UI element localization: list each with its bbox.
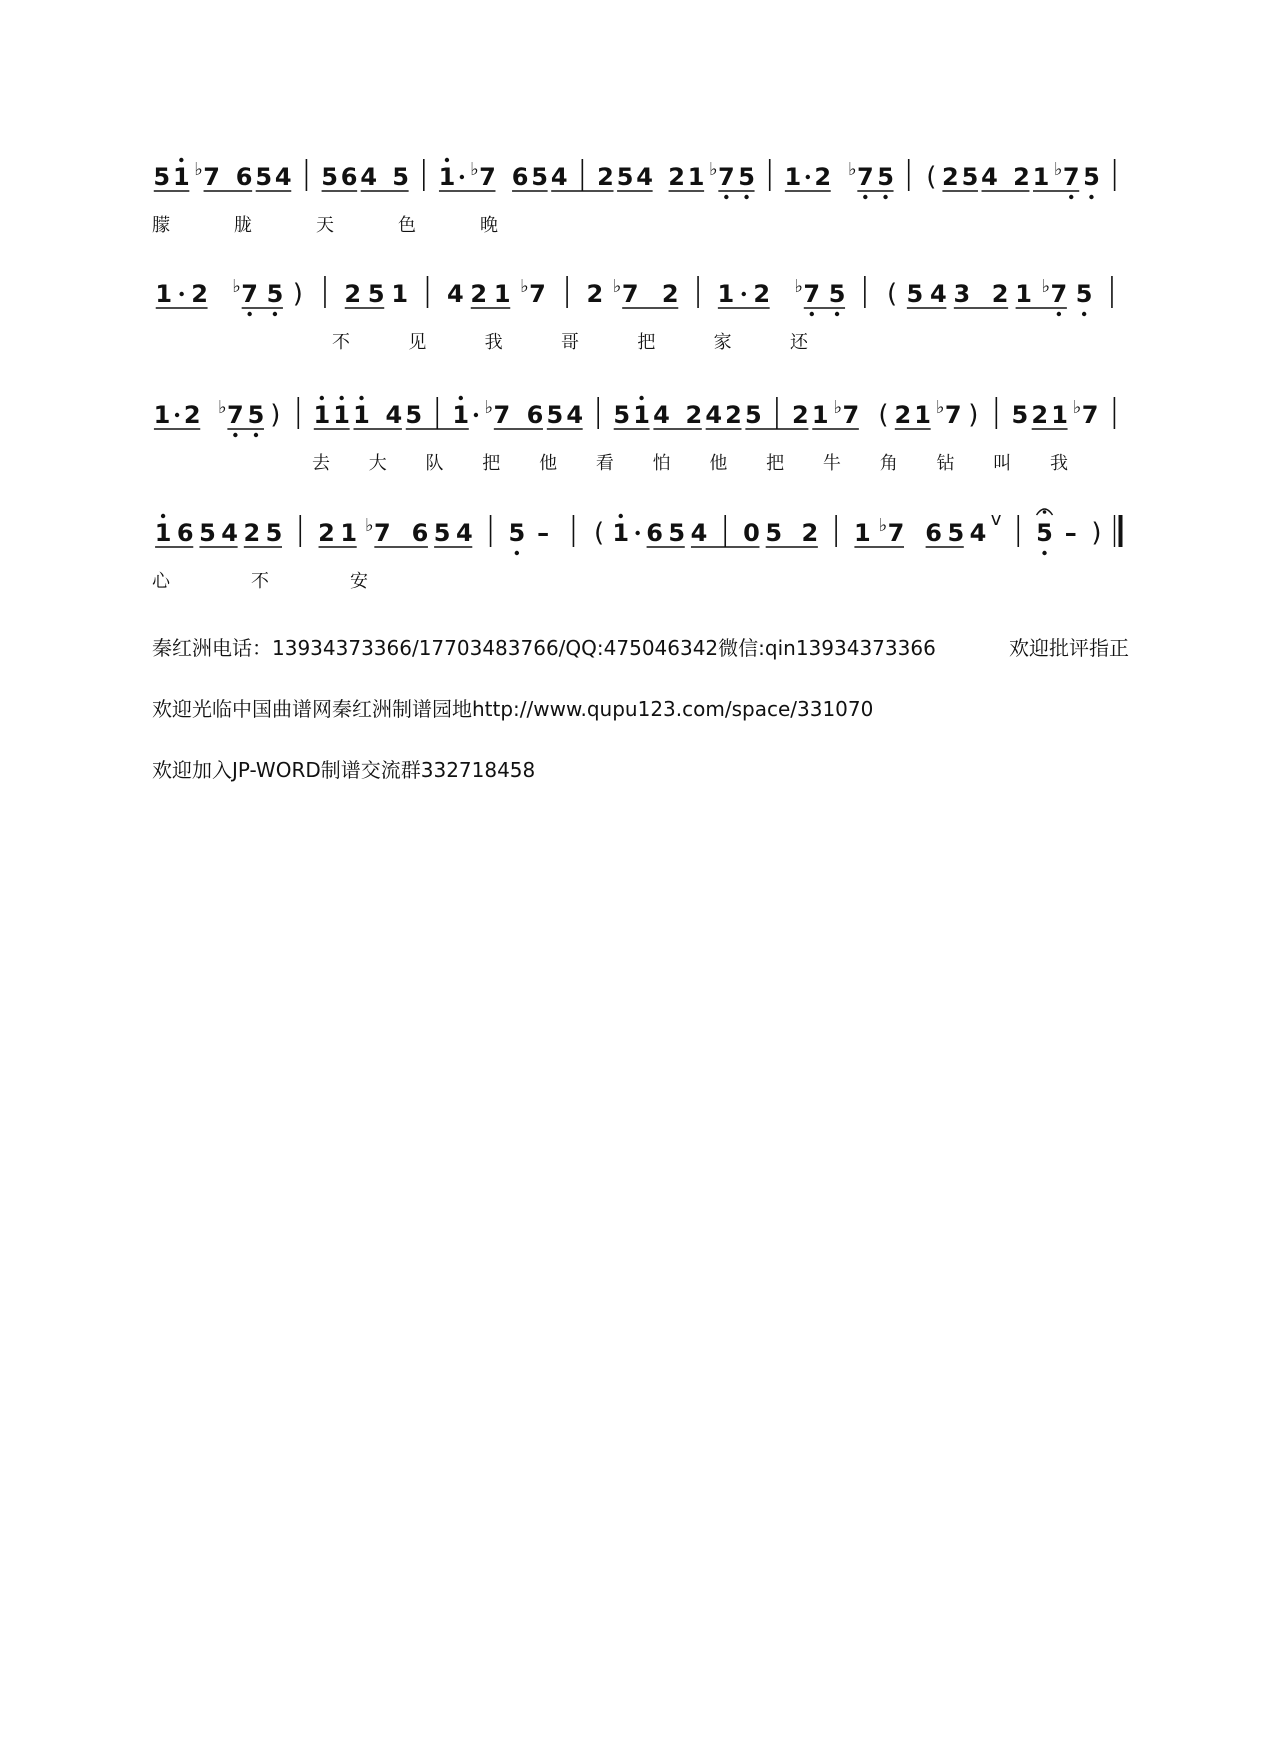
note: 2	[991, 280, 1009, 308]
bracket: )	[292, 279, 303, 309]
note: 2	[1031, 401, 1049, 429]
augmentation-dot	[806, 175, 810, 179]
note: 1	[493, 280, 511, 308]
lyric-char: 他	[709, 453, 728, 474]
note: 7	[241, 280, 259, 308]
low-octave-dot	[810, 312, 814, 316]
lyric-char: 牛	[822, 453, 841, 474]
note: 2	[470, 280, 488, 308]
note: 7	[944, 401, 962, 429]
dash-extension: –	[537, 519, 550, 547]
note: 5	[153, 163, 171, 191]
note: 1	[313, 401, 331, 429]
note: 7	[479, 163, 496, 191]
note: 2	[668, 163, 685, 191]
flat-sign: ♭	[878, 515, 888, 536]
augmentation-dot	[175, 413, 179, 417]
note: 2	[661, 280, 679, 308]
note: 5	[906, 280, 924, 308]
flat-sign: ♭	[709, 159, 718, 180]
high-octave-dot	[445, 158, 449, 162]
note: 6	[235, 163, 253, 191]
lyric-char: 钻	[936, 453, 955, 474]
note: 4	[969, 519, 987, 547]
note: 2	[814, 163, 832, 191]
note: 7	[856, 163, 874, 191]
augmentation-dot	[474, 413, 478, 417]
note: 1	[333, 401, 351, 429]
note: 5	[613, 401, 631, 429]
flat-sign: ♭	[218, 397, 227, 418]
low-octave-dot	[1057, 312, 1061, 316]
note: 6	[925, 519, 942, 547]
note: 1	[854, 519, 871, 547]
lyric-char: 去	[312, 453, 330, 474]
lyric-char: 怕	[652, 453, 671, 474]
bracket: (	[886, 279, 898, 309]
high-octave-dot	[179, 158, 183, 162]
high-octave-dot	[320, 396, 324, 400]
note: 7	[529, 280, 546, 308]
high-octave-dot	[339, 396, 343, 400]
augmentation-dot	[635, 531, 639, 535]
note: 1	[340, 519, 358, 547]
flat-sign: ♭	[936, 397, 945, 418]
note: 1	[391, 280, 409, 308]
flat-sign: ♭	[1072, 397, 1082, 418]
bracket: (	[878, 400, 889, 430]
dash-extension: –	[1064, 519, 1077, 547]
flat-sign: ♭	[833, 397, 843, 418]
note: 5	[546, 401, 564, 429]
note: 2	[894, 401, 912, 429]
high-octave-dot	[459, 396, 463, 400]
note: 5	[668, 519, 686, 547]
note: 2	[318, 519, 335, 547]
note: 5	[266, 280, 284, 308]
note: 4	[566, 401, 584, 429]
note: 1	[612, 519, 630, 547]
bracket: (	[926, 162, 937, 192]
note: 1	[1051, 401, 1068, 429]
note: 7	[203, 163, 220, 191]
note: 5	[247, 401, 265, 429]
lyric-char: 家	[713, 332, 732, 353]
lyric-char: 我	[1050, 453, 1068, 474]
footer-right-note: 欢迎批评指正	[1009, 636, 1129, 660]
footer-contact: 秦红洲电话：13934373366/17703483766/QQ:475046342微信:qin13934373366	[152, 636, 936, 660]
note: 1	[155, 280, 173, 308]
note: 6	[340, 163, 358, 191]
note: 2	[801, 519, 819, 547]
lyric-char: 见	[408, 332, 427, 353]
low-octave-dot	[1042, 551, 1046, 555]
note: 4	[653, 401, 670, 429]
flat-sign: ♭	[848, 159, 857, 180]
flat-sign: ♭	[194, 159, 203, 180]
note: 5	[255, 163, 273, 191]
note: 5	[321, 163, 338, 191]
note: 1	[353, 401, 370, 429]
low-octave-dot	[1069, 195, 1073, 199]
high-octave-dot	[359, 396, 363, 400]
flat-sign: ♭	[1041, 276, 1051, 297]
note: 7	[842, 401, 860, 429]
note: 2	[1013, 163, 1030, 191]
note: 1	[1015, 280, 1032, 308]
lyric-char: 大	[368, 453, 387, 474]
bracket: )	[968, 400, 979, 430]
note: 7	[227, 401, 244, 429]
augmentation-dot	[460, 175, 464, 179]
lyric-char: 胧	[234, 215, 252, 236]
note: 5	[745, 401, 762, 429]
lyric-char: 色	[398, 215, 416, 236]
note: 2	[183, 401, 201, 429]
footer-site: 欢迎光临中国曲谱网秦红洲制谱园地http://www.qupu123.com/space/331070	[152, 697, 874, 721]
note: 1	[172, 163, 190, 191]
note: 2	[753, 280, 771, 308]
note: 7	[887, 519, 905, 547]
note: 7	[1050, 280, 1068, 308]
lyric-char: 他	[539, 453, 558, 474]
flat-sign: ♭	[365, 515, 374, 536]
low-octave-dot	[835, 312, 839, 316]
breath-mark: v	[990, 509, 1002, 530]
note: 4	[550, 163, 568, 191]
note: 5	[367, 280, 385, 308]
lyric-char: 朦	[152, 215, 170, 236]
lyric-char: 心	[152, 571, 170, 592]
note: 5	[1011, 401, 1029, 429]
note: 5	[738, 163, 755, 191]
flat-sign: ♭	[470, 159, 479, 180]
lyric-char: 不	[332, 332, 350, 353]
note: 1	[452, 401, 470, 429]
note: 7	[621, 280, 639, 308]
note: 5	[199, 519, 216, 547]
lyric-char: 把	[482, 453, 501, 474]
note: 4	[360, 163, 378, 191]
note: 7	[1081, 401, 1099, 429]
flat-sign: ♭	[1053, 159, 1063, 180]
flat-sign: ♭	[612, 276, 622, 297]
note: 1	[633, 401, 650, 429]
note: 5	[765, 519, 783, 547]
note: 6	[526, 401, 544, 429]
note: 1	[717, 280, 735, 308]
note: 1	[784, 163, 802, 191]
note: 5	[877, 163, 894, 191]
note: 1	[154, 519, 172, 547]
low-octave-dot	[247, 312, 251, 316]
note: 6	[176, 519, 194, 547]
note: 5	[828, 280, 846, 308]
bracket: (	[594, 518, 605, 548]
flat-sign: ♭	[794, 276, 804, 297]
low-octave-dot	[233, 433, 237, 437]
note: 4	[274, 163, 292, 191]
note: 2	[942, 163, 959, 191]
note: 5	[1083, 163, 1100, 191]
note: 1	[438, 163, 456, 191]
note: 2	[725, 401, 742, 429]
note: 4	[930, 280, 947, 308]
lyric-char: 不	[251, 571, 269, 592]
high-octave-dot	[619, 514, 623, 518]
note: 4	[455, 519, 473, 547]
note: 7	[803, 280, 821, 308]
note: 7	[493, 401, 511, 429]
lyric-char: 看	[595, 453, 614, 474]
augmentation-dot	[742, 292, 746, 296]
note: 5	[392, 163, 409, 191]
note: 4	[705, 401, 723, 429]
low-octave-dot	[883, 195, 887, 199]
lyric-char: 把	[766, 453, 785, 474]
lyric-char: 我	[484, 332, 503, 353]
note: 2	[243, 519, 261, 547]
lyric-char: 晚	[480, 215, 498, 236]
note: 1	[914, 401, 932, 429]
low-octave-dot	[254, 433, 258, 437]
note: 5	[508, 519, 526, 547]
note: 4	[446, 280, 464, 308]
bracket: )	[1091, 518, 1102, 548]
lyric-char: 安	[350, 571, 368, 592]
low-octave-dot	[1089, 195, 1093, 199]
bracket: )	[270, 400, 281, 430]
note: 2	[685, 401, 703, 429]
low-octave-dot	[744, 195, 748, 199]
note: 4	[690, 519, 708, 547]
lyric-char: 还	[790, 332, 808, 353]
note: 5	[405, 401, 423, 429]
note: 5	[265, 519, 283, 547]
low-octave-dot	[273, 312, 277, 316]
note: 5	[947, 519, 965, 547]
flat-sign: ♭	[520, 276, 529, 297]
low-octave-dot	[724, 195, 728, 199]
high-octave-dot	[639, 396, 643, 400]
note: 3	[953, 280, 971, 308]
lyric-char: 天	[316, 215, 334, 236]
note: 1	[811, 401, 829, 429]
note: 2	[586, 280, 604, 308]
lyric-char: 哥	[561, 332, 579, 353]
note: 5	[531, 163, 548, 191]
note: 1	[1032, 163, 1050, 191]
note: 4	[636, 163, 653, 191]
note: 6	[646, 519, 663, 547]
low-octave-dot	[863, 195, 867, 199]
note: 7	[1062, 163, 1080, 191]
flat-sign: ♭	[232, 276, 241, 297]
note: 7	[717, 163, 735, 191]
augmentation-dot	[179, 292, 183, 296]
note: 4	[981, 163, 998, 191]
high-octave-dot	[161, 514, 165, 518]
note: 6	[411, 519, 429, 547]
note: 5	[961, 163, 979, 191]
lyric-char: 把	[637, 332, 656, 353]
fermata-dot	[1043, 510, 1047, 514]
note: 0	[743, 519, 760, 547]
lyric-char: 叫	[993, 453, 1012, 474]
lyric-char: 队	[425, 453, 444, 474]
note: 2	[792, 401, 809, 429]
note: 7	[373, 519, 391, 547]
note: 5	[433, 519, 451, 547]
note: 5	[1036, 519, 1053, 547]
low-octave-dot	[515, 551, 519, 555]
note: 5	[1075, 280, 1093, 308]
note: 2	[597, 163, 614, 191]
note: 1	[153, 401, 171, 429]
low-octave-dot	[1082, 312, 1086, 316]
note: 4	[385, 401, 403, 429]
note: 5	[616, 163, 634, 191]
note: 4	[221, 519, 238, 547]
note: 2	[191, 280, 208, 308]
flat-sign: ♭	[484, 397, 494, 418]
note: 1	[687, 163, 705, 191]
note: 6	[511, 163, 529, 191]
note: 2	[344, 280, 362, 308]
lyric-char: 角	[879, 453, 898, 474]
footer-group: 欢迎加入JP-WORD制谱交流群332718458	[152, 758, 536, 782]
